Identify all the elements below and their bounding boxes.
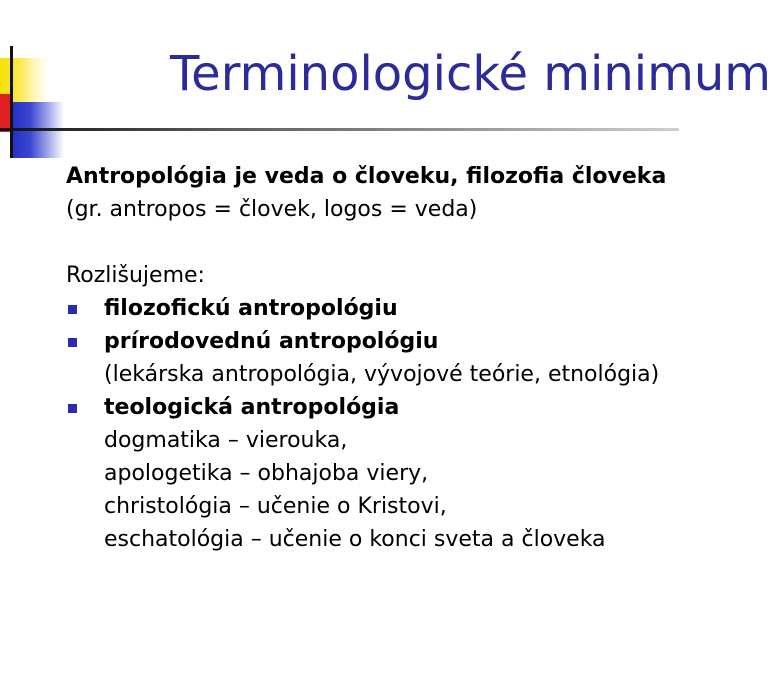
square-bullet-icon (68, 404, 77, 413)
spacer (66, 226, 726, 259)
vertical-rule (10, 46, 13, 158)
list-item-detail: eschatológia – učenie o konci sveta a človeka (104, 527, 606, 552)
slide-body (66, 160, 726, 556)
list-item-label: filozofickú antropológiu (104, 296, 398, 321)
intro-etymology: (gr. antropos = človek, logos = veda) (66, 197, 478, 222)
list-item (66, 292, 726, 325)
list-item-detail: christológia – učenie o Kristovi, (104, 494, 447, 519)
title-underline-rule (0, 128, 679, 131)
list-item-detail: (lekárska antropológia, vývojové teórie, etnológia) (104, 362, 660, 387)
square-bullet-icon (68, 305, 77, 314)
slide-title: Terminologické minimum (170, 46, 771, 102)
distinguish-label: Rozlišujeme: (66, 263, 205, 288)
red-square-decoration (0, 94, 10, 132)
list-item-detail: apologetika – obhajoba viery, (104, 461, 429, 486)
intro-heading: Antropológia je veda o človeku, filozofia človeka (66, 164, 667, 189)
list-item (66, 325, 726, 358)
list-item-label: teologická antropológia (104, 395, 400, 420)
square-bullet-icon (68, 338, 77, 347)
list-item (66, 391, 726, 424)
list-item-label: prírodovednú antropológiu (104, 329, 439, 354)
list-item-detail: dogmatika – vierouka, (104, 428, 348, 453)
